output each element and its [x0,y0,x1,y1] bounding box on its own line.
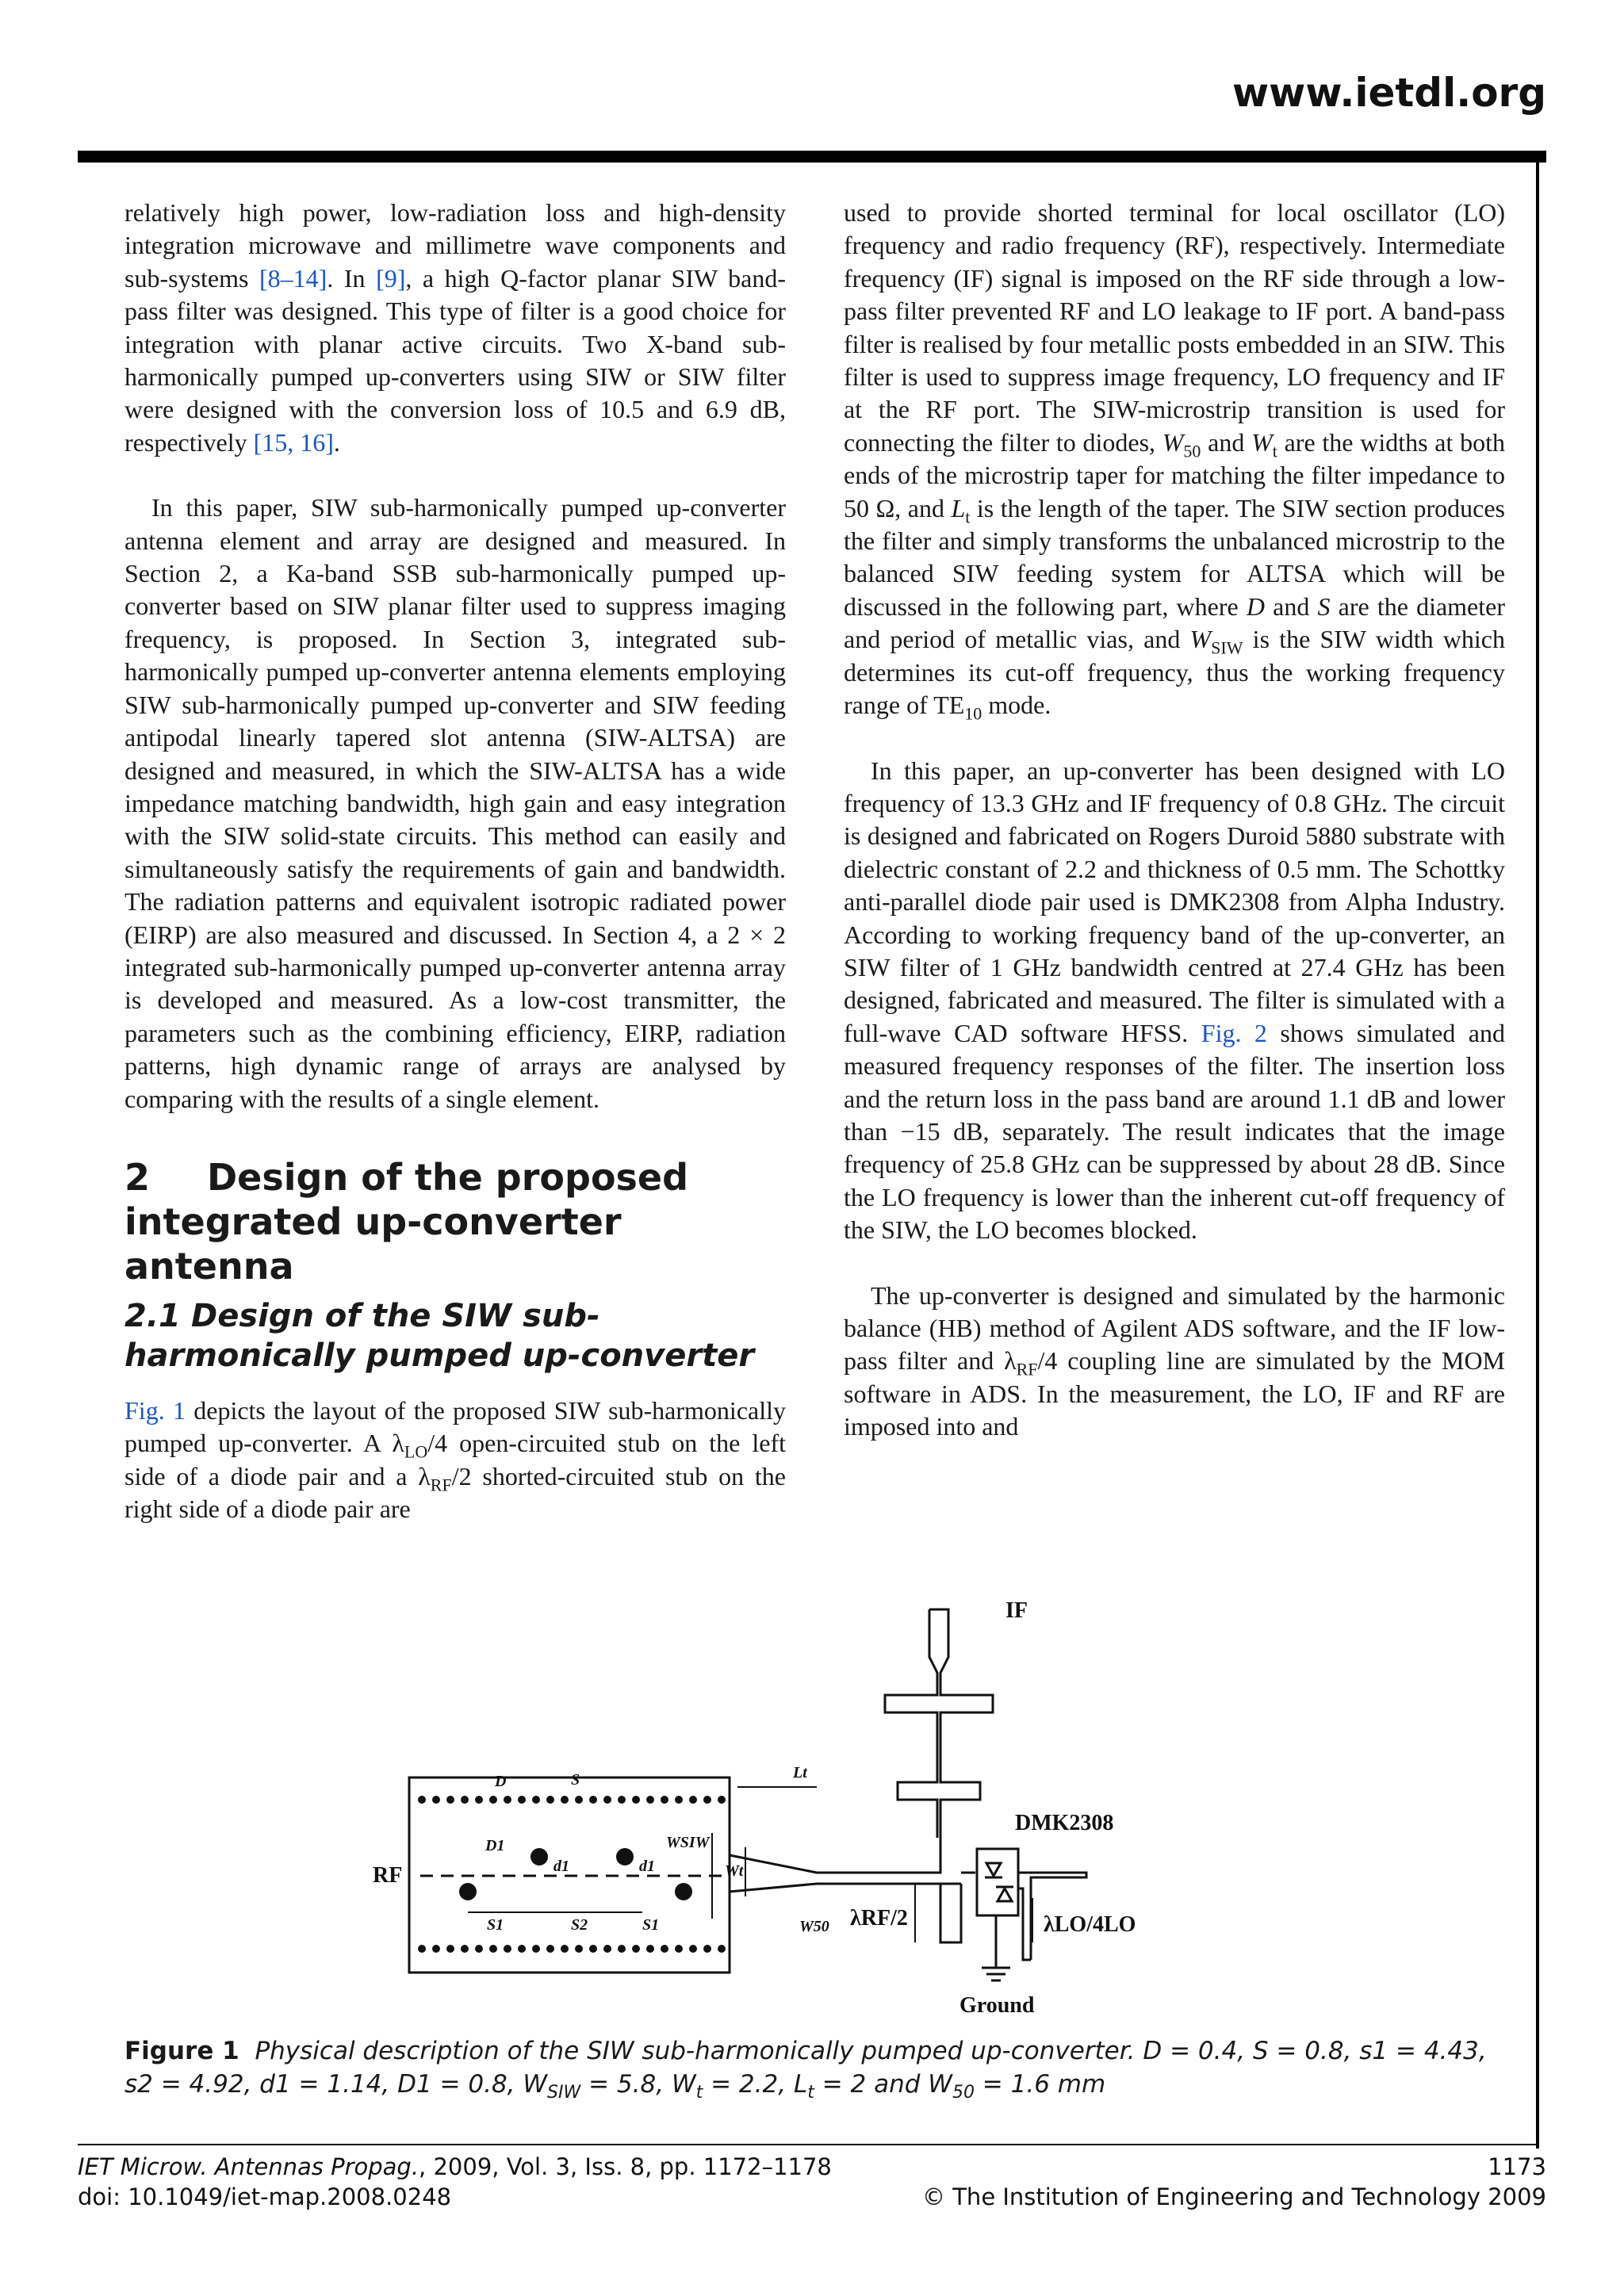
paragraph-design-parameters: In this paper, an up-converter has been designed with LO frequency of 13.3 GHz and IF frequency of 0.8 GHz. The circuit is designed and fabricated on Rogers Duroid 5880 substrate with dielectric constant of 2.2 and thickness of 0.5 mm. The Schottky anti-parallel diode pair used is DMK2308 from Alpha Industry. According to working frequency band of the up-converter, an SIW filter of 1 GHz bandwidth centred at 27.4 GHz has been designed, fabricated and measured. The filter is simulated with a full-wave CAD software HFSS. Fig. 2 shows simulated and measured frequency responses of the filter. The insertion loss and the return loss in the pass band are around 1.1 dB and lower than −15 dB, separately. The result indicates that the image frequency of 25.8 GHz can be suppressed by about 28 dB. Since the LO frequency is lower than the inherent cut-off frequency of the SIW, the LO becomes blocked. [844,756,1506,1245]
diode-symbols [985,1863,1013,1901]
paragraph-figure-description: Fig. 1 depicts the layout of the proposed SIW sub-harmonically pumped up-converter. A $\lambda_{LO}/4$ open-circuited stub on the left side of a diode pair and a $\lambda_{RF}/2$ shorted-circuited stub on the right side of a diode pair are [124,1395,787,1524]
reference-link[interactable]: [9] [376,263,406,293]
footer-rule [78,2144,1539,2145]
figure-caption: Figure 1 Physical description of the SIW sub-harmonically pumped up-converter. D = 0.4, S = 0.8, s1 = 4.43, s2 = 4.92, d1 = 1.14, D1 = 0.8, $W_{SIW} = 5.8$, $W_t = 2.2$, $L_t = 2$ and $W_{50} = 1.6$ mm [124,2037,1487,2103]
label-s1-a: S1 [487,1916,504,1934]
figure-1-circuit-layout [373,1594,1285,2022]
label-ground: Ground [959,1993,1035,2018]
label-dmk2308: DMK2308 [1015,1811,1114,1835]
right-column [844,197,1505,1444]
lambda-rf-stub [940,1884,961,1942]
label-s1-b: S1 [642,1916,660,1934]
footer-doi[interactable]: doi: 10.1049/iet-map.2008.0248 [78,2183,452,2210]
lambda-lo-stub-edge [1018,1888,1031,1960]
footer-journal-citation: IET Microw. Antennas Propag., 2009, Vol. 3, Iss. 8, pp. 1172–1178 [78,2153,832,2180]
label-s: S [571,1771,580,1789]
footer-copyright: © The Institution of Engineering and Technology 2009 [922,2183,1546,2210]
paragraph-simulation: The up-converter is designed and simulated by the harmonic balance (HB) method of Agilent ADS software, and the IF low-pass filter and $\lambda_{RF}/4$ coupling line are simulated by the MOM software in ADS. In the measurement, the LO, IF and RF are imposed into and [844,1280,1506,1441]
label-d1-a: d1 [553,1858,569,1875]
microstrip-taper-bottom [730,1884,961,1892]
label-rf: RF [373,1863,403,1888]
paragraph-circuit-description: used to provide shorted terminal for local oscillator (LO) frequency and radio frequency (RF), respectively. Intermediate frequency (IF) signal is imposed on the RF side through a low-pass filter prevented RF and LO leakage to IF port. A band-pass filter is realised by four metallic posts embedded in an SIW. This filter is used to suppress image frequency, LO frequency and IF at the RF port. The SIW-microstrip transition is used for connecting the filter to diodes, $W_{50}$ and $W_t$ are the widths at both ends of the microstrip taper for matching the filter impedance to 50 Ω, and $L_t$ is the length of the taper. The SIW section produces the filter and simply transforms the unbalanced microstrip to the balanced SIW feeding system for ALTSA which will be discussed in the following part, where D and S are the diameter and period of metallic vias, and $W_{SIW}$ is the SIW width which determines its cut-off frequency, thus the working frequency range of $TE_{10}$ mode. [844,198,1506,724]
paragraph-overview: In this paper, SIW sub-harmonically pumped up-converter antenna element and array are designed and measured. In Section 2, a Ka-band SSB sub-harmonically pumped up-converter based on SIW planar filter used to suppress imaging frequency, is proposed. In Section 3, integrated sub-harmonically pumped up-converter antenna elements employing SIW sub-harmonically pumped up-converter and SIW feeding antipodal linearly tapered slot antenna (SIW-ALTSA) are designed and measured, in which the SIW-ALTSA has a wide impedance matching bandwidth, high gain and easy integration with the SIW solid-state circuits. This method can easily and simultaneously satisfy the requirements of gain and bandwidth. The radiation patterns and equivalent isotropic radiated power (EIRP) are also measured and discussed. In Section 4, a 2 × 2 integrated sub-harmonically pumped up-converter antenna array is developed and measured. As a low-cost transmitter, the parameters such as the combining efficiency, EIRP, radiation patterns, high dynamic range of arrays are analysed by comparing with the results of a single element. [124,493,786,1113]
label-wt: Wt [725,1862,744,1880]
if-lowpass-filter-edge [929,1609,993,1838]
reference-link[interactable]: [8–14] [259,263,327,293]
section-heading: 2 Design of the proposed integrated up-converter antenna [124,1155,689,1288]
header-rule [78,151,1546,163]
figure-link[interactable]: Fig. 2 [1201,1018,1267,1047]
label-lo: LO [1104,1912,1136,1937]
figure-link[interactable]: Fig. 1 [124,1395,186,1425]
reference-link[interactable]: [15, 16] [253,427,334,457]
label-lambda-lo: λLO/4 [1044,1912,1104,1937]
if-lowpass-filter [885,1609,937,1838]
subsection-heading: 2.1 Design of the SIW sub-harmonically pumped up-converter [124,1297,755,1374]
page-border-rule [1536,151,1539,2149]
label-wsiw: WSIW [666,1834,710,1851]
label-s2: S2 [571,1916,588,1934]
label-d1-b: d1 [639,1858,655,1875]
label-d1-upper: D1 [485,1837,505,1854]
label-w50: W50 [799,1918,829,1935]
microstrip-taper-top [730,1838,940,1873]
paragraph-intro-continued: relatively high power, low-radiation loss and high-density integration microwave and millimetre wave components and sub-systems [8–14]. In [9], a high Q-factor planar SIW band-pass filter was designed. This type of filter is a good choice for integration with planar active circuits. Two X-band sub-harmonically pumped up-converters using SIW or SIW filter were designed with the conversion loss of 10.5 and 6.9 dB, respectively [15, 16]. [124,198,787,457]
site-url[interactable]: www.ietdl.org [1231,70,1546,116]
filter-posts [459,1848,692,1900]
label-lambda-rf: λRF/2 [850,1906,908,1931]
label-d: D [495,1773,507,1790]
label-if: IF [1005,1598,1028,1623]
left-column [124,197,786,1526]
page-number: 1173 [1488,2153,1546,2180]
diode-pair-outline [977,1849,1018,1915]
label-lt: Lt [793,1764,807,1781]
